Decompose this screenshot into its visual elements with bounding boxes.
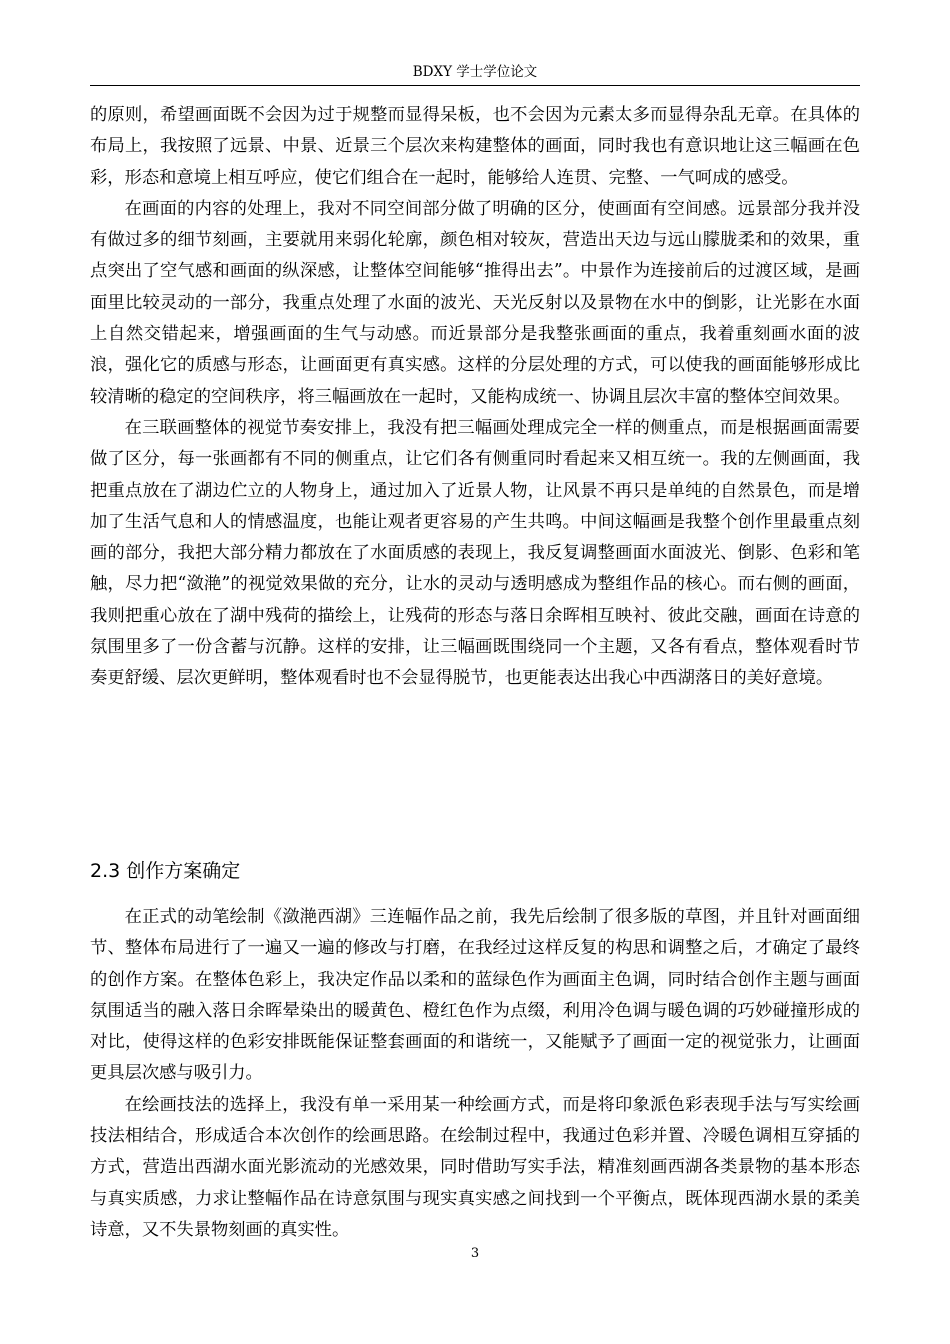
paragraph: 的原则，希望画面既不会因为过于规整而显得呆板，也不会因为元素太多而显得杂乱无章。在具体的布局上，我按照了远景、中景、近景三个层次来构建整体的画面，同时我也有意识地让这三幅画在色彩，形态和意境上相互呼应，使它们组合在一起时，能够给人连贯、完整、一气呵成的感受。 bbox=[90, 105, 860, 188]
section-body-text bbox=[90, 902, 860, 1246]
paragraph: 在正式的动笔绘制《潋滟西湖》三连幅作品之前，我先后绘制了很多版的草图，并且针对画面细节、整体布局进行了一遍又一遍的修改与打磨，在我经过这样反复的构思和调整之后，才确定了最终的创作方案。在整体色彩上，我决定作品以柔和的蓝绿色作为画面主色调，同时结合创作主题与画面氛围适当的融入落日余晖晕染出的暖黄色、橙红色作为点缀，利用冷色调与暖色调的巧妙碰撞形成的对比，使得这样的色彩安排既能保证整套画面的和谐统一，又能赋予了画面一定的视觉张力，让画面更具层次感与吸引力。 bbox=[90, 907, 860, 1084]
section-heading: 2.3 创作方案确定 bbox=[90, 860, 241, 882]
page-number: 3 bbox=[470, 1246, 480, 1261]
paragraph: 在绘画技法的选择上，我没有单一采用某一种绘画方式，而是将印象派色彩表现手法与写实绘画技法相结合，形成适合本次创作的绘画思路。在绘制过程中，我通过色彩并置、冷暖色调相互穿插的方式，营造出西湖水面光影流动的光感效果，同时借助写实手法，精准刻画西湖各类景物的基本形态与真实质感，力求让整幅作品在诗意氛围与现实真实感之间找到一个平衡点，既体现西湖水景的柔美诗意，又不失景物刻画的真实性。 bbox=[90, 1094, 860, 1240]
running-header bbox=[90, 62, 860, 86]
body-text bbox=[90, 100, 860, 695]
paragraph: 在画面的内容的处理上，我对不同空间部分做了明确的区分，使画面有空间感。远景部分我并没有做过多的细节刻画，主要就用来弱化轮廓，颜色相对较灰，营造出天边与远山朦胧柔和的效果，重点突出了空气感和画面的纵深感，让整体空间能够“推得出去”。中景作为连接前后的过渡区域，是画面里比较灵动的一部分，我重点处理了水面的波光、天光反射以及景物在水中的倒影，让光影在水面上自然交错起来，增强画面的生气与动感。而近景部分是我整张画面的重点，我着重刻画水面的波浪，强化它的质感与形态，让画面更有真实感。这样的分层处理的方式，可以使我的画面能够形成比较清晰的稳定的空间秩序，将三幅画放在一起时，又能构成统一、协调且层次丰富的整体空间效果。 bbox=[90, 198, 860, 407]
running-header-title: BDXY 学士学位论文 bbox=[412, 64, 538, 80]
paragraph: 在三联画整体的视觉节奏安排上，我没有把三幅画处理成完全一样的侧重点，而是根据画面需要做了区分，每一张画都有不同的侧重点，让它们各有侧重同时看起来又相互统一。我的左侧画面，我把重点放在了湖边伫立的人物身上，通过加入了近景人物，让风景不再只是单纯的自然景色，而是增加了生活气息和人的情感温度，也能让观者更容易的产生共鸣。中间这幅画是我整个创作里最重点刻画的部分，我把大部分精力都放在了水面质感的表现上，我反复调整画面水面波光、倒影、色彩和笔触，尽力把“潋滟”的视觉效果做的充分，让水的灵动与透明感成为整组作品的核心。而右侧的画面，我则把重心放在了湖中残荷的描绘上，让残荷的形态与落日余晖相互映衬、彼此交融，画面在诗意的氛围里多了一份含蓄与沉静。这样的安排，让三幅画既围绕同一个主题，又各有看点，整体观看时节奏更舒缓、层次更鲜明，整体观看时也不会显得脱节，也更能表达出我心中西湖落日的美好意境。 bbox=[90, 417, 860, 689]
